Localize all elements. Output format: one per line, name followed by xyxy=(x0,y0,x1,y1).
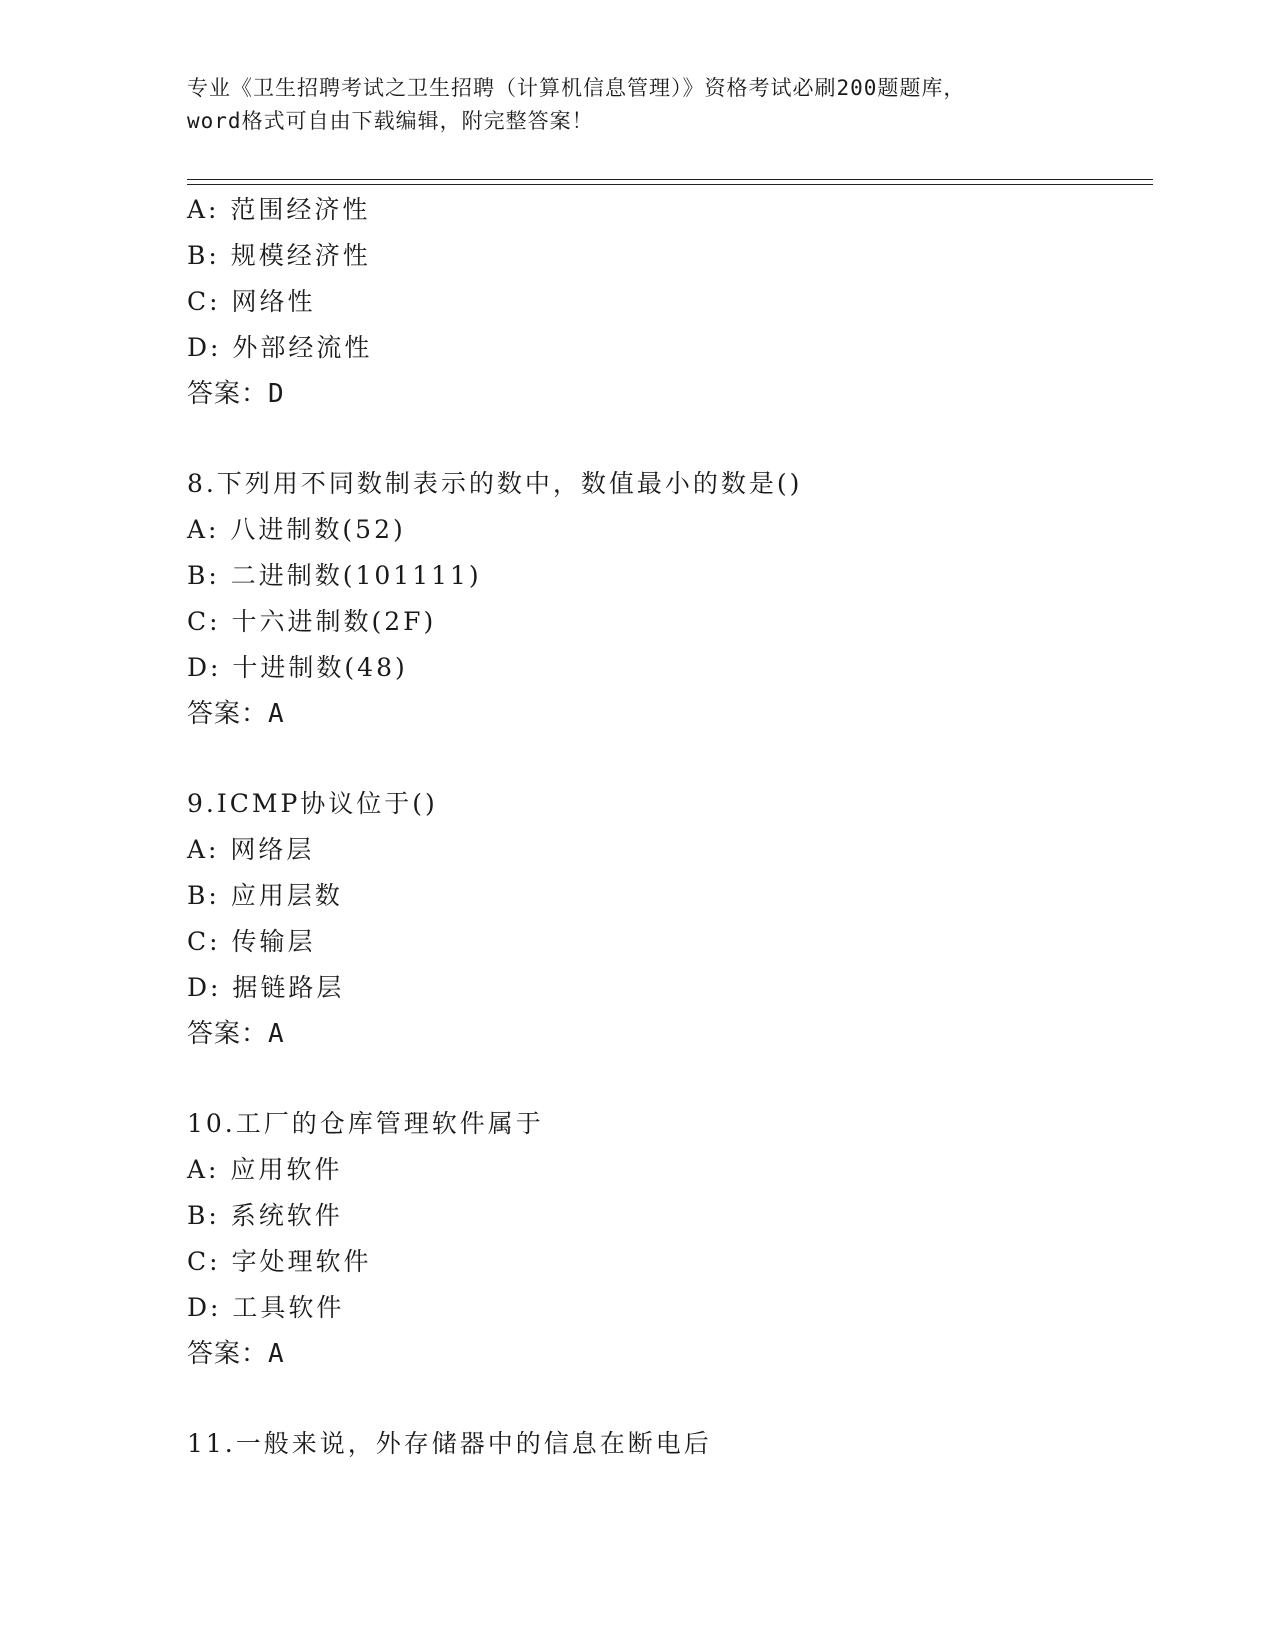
option-d: D: 十进制数(48) xyxy=(187,653,408,682)
question-spacer xyxy=(187,1057,1147,1101)
option-c: C: 十六进制数(2F) xyxy=(187,607,437,636)
question-7-continued xyxy=(187,187,1147,417)
header-divider-bottom xyxy=(187,184,1153,185)
question-11 xyxy=(187,1421,1147,1467)
option-d: D: 外部经流性 xyxy=(187,333,373,362)
question-8 xyxy=(187,461,1147,737)
answer-line: 答案：A xyxy=(187,1339,285,1369)
option-a: A: 范围经济性 xyxy=(187,195,371,224)
question-spacer xyxy=(187,1377,1147,1421)
option-a: A: 八进制数(52) xyxy=(187,515,406,544)
option-a: A: 应用软件 xyxy=(187,1155,343,1184)
option-b: B: 应用层数 xyxy=(187,881,343,910)
document-header xyxy=(187,72,1087,138)
question-10 xyxy=(187,1101,1147,1377)
header-divider-top xyxy=(187,179,1153,180)
option-b: B: 规模经济性 xyxy=(187,241,371,270)
question-title: 11.一般来说，外存储器中的信息在断电后 xyxy=(187,1429,712,1458)
answer-line: 答案：A xyxy=(187,699,285,729)
option-c: C: 传输层 xyxy=(187,927,316,956)
header-line-2: word格式可自由下载编辑，附完整答案！ xyxy=(187,109,594,133)
header-line-1: 专业《卫生招聘考试之卫生招聘（计算机信息管理）》资格考试必刷200题题库， xyxy=(187,76,966,100)
question-9 xyxy=(187,781,1147,1057)
option-b: B: 二进制数(101111) xyxy=(187,561,482,590)
question-title: 9.ICMP协议位于() xyxy=(187,789,438,818)
question-spacer xyxy=(187,737,1147,781)
answer-line: 答案：D xyxy=(187,379,285,409)
option-d: D: 据链路层 xyxy=(187,973,345,1002)
question-spacer xyxy=(187,417,1147,461)
question-title: 10.工厂的仓库管理软件属于 xyxy=(187,1109,544,1138)
option-a: A: 网络层 xyxy=(187,835,315,864)
option-b: B: 系统软件 xyxy=(187,1201,343,1230)
question-list xyxy=(187,187,1147,1467)
option-d: D: 工具软件 xyxy=(187,1293,345,1322)
option-c: C: 网络性 xyxy=(187,287,316,316)
option-c: C: 字处理软件 xyxy=(187,1247,372,1276)
question-title: 8.下列用不同数制表示的数中，数值最小的数是() xyxy=(187,469,803,498)
answer-line: 答案：A xyxy=(187,1019,285,1049)
